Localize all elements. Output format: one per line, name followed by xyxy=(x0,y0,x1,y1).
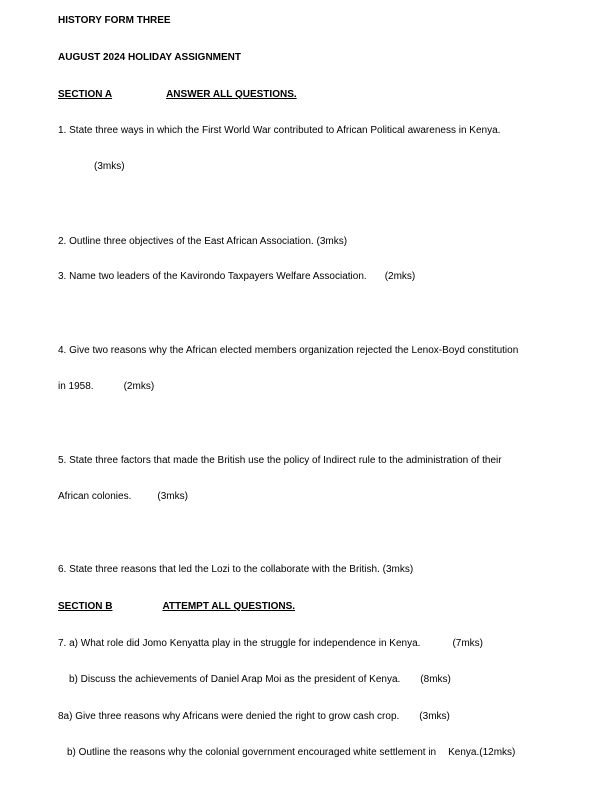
question-5-text-line-2: African colonies. xyxy=(58,491,132,502)
question-2-text: 2. Outline three objectives of the East African Association. xyxy=(58,236,314,247)
section-a-label: SECTION A xyxy=(58,89,113,100)
section-b-instruction: ATTEMPT ALL QUESTIONS. xyxy=(162,601,296,612)
question-7a-text: 7. a) What role did Jomo Kenyatta play in the struggle for independence in Kenya. xyxy=(58,638,421,649)
section-a-heading xyxy=(58,89,297,101)
question-8a-text: 8a) Give three reasons why Africans were denied the right to grow cash crop. xyxy=(58,711,400,722)
question-5-line-1: 5. State three factors that made the British use the policy of Indirect rule to the administration of their xyxy=(58,455,502,466)
question-4-line-1: 4. Give two reasons why the African elected members organization rejected the Lenox-Boyd constitution xyxy=(58,345,519,356)
question-5-marks: (3mks) xyxy=(157,491,188,502)
question-7b-text: b) Discuss the achievements of Daniel Arap Moi as the president of Kenya. xyxy=(69,674,401,685)
question-4-line-2 xyxy=(58,381,154,393)
question-1-marks: (3mks) xyxy=(94,161,125,172)
question-6: 6. State three reasons that led the Lozi to the collaborate with the British. (3mks) xyxy=(58,564,414,575)
question-5-line-2 xyxy=(58,491,188,503)
question-8b-marks: Kenya.(12mks) xyxy=(448,747,516,758)
question-2-marks: (3mks) xyxy=(316,236,348,247)
question-4-marks: (2mks) xyxy=(123,381,155,392)
document-title: HISTORY FORM THREE xyxy=(58,15,171,26)
question-1: 1. State three ways in which the First World War contributed to African Political awareness in Kenya. xyxy=(58,125,501,136)
section-b-label: SECTION B xyxy=(58,601,113,612)
question-8b xyxy=(67,747,515,759)
question-3 xyxy=(58,271,415,283)
assignment-subtitle: AUGUST 2024 HOLIDAY ASSIGNMENT xyxy=(58,52,242,63)
question-8a-marks: (3mks) xyxy=(419,711,450,722)
question-7b-marks: (8mks) xyxy=(420,674,451,685)
question-7a xyxy=(58,638,483,650)
question-7b xyxy=(69,674,451,686)
question-2 xyxy=(58,236,347,248)
section-a-instruction: ANSWER ALL QUESTIONS. xyxy=(166,89,297,100)
question-3-text: 3. Name two leaders of the Kavirondo Taxpayers Welfare Association. xyxy=(58,271,367,282)
question-8b-text: b) Outline the reasons why the colonial government encouraged white settlement in xyxy=(67,747,437,758)
section-b-heading xyxy=(58,601,295,613)
question-3-marks: (2mks) xyxy=(384,271,416,282)
question-4-text-line-2: in 1958. xyxy=(58,381,94,392)
question-7a-marks: (7mks) xyxy=(452,638,484,649)
question-8a xyxy=(58,711,450,723)
